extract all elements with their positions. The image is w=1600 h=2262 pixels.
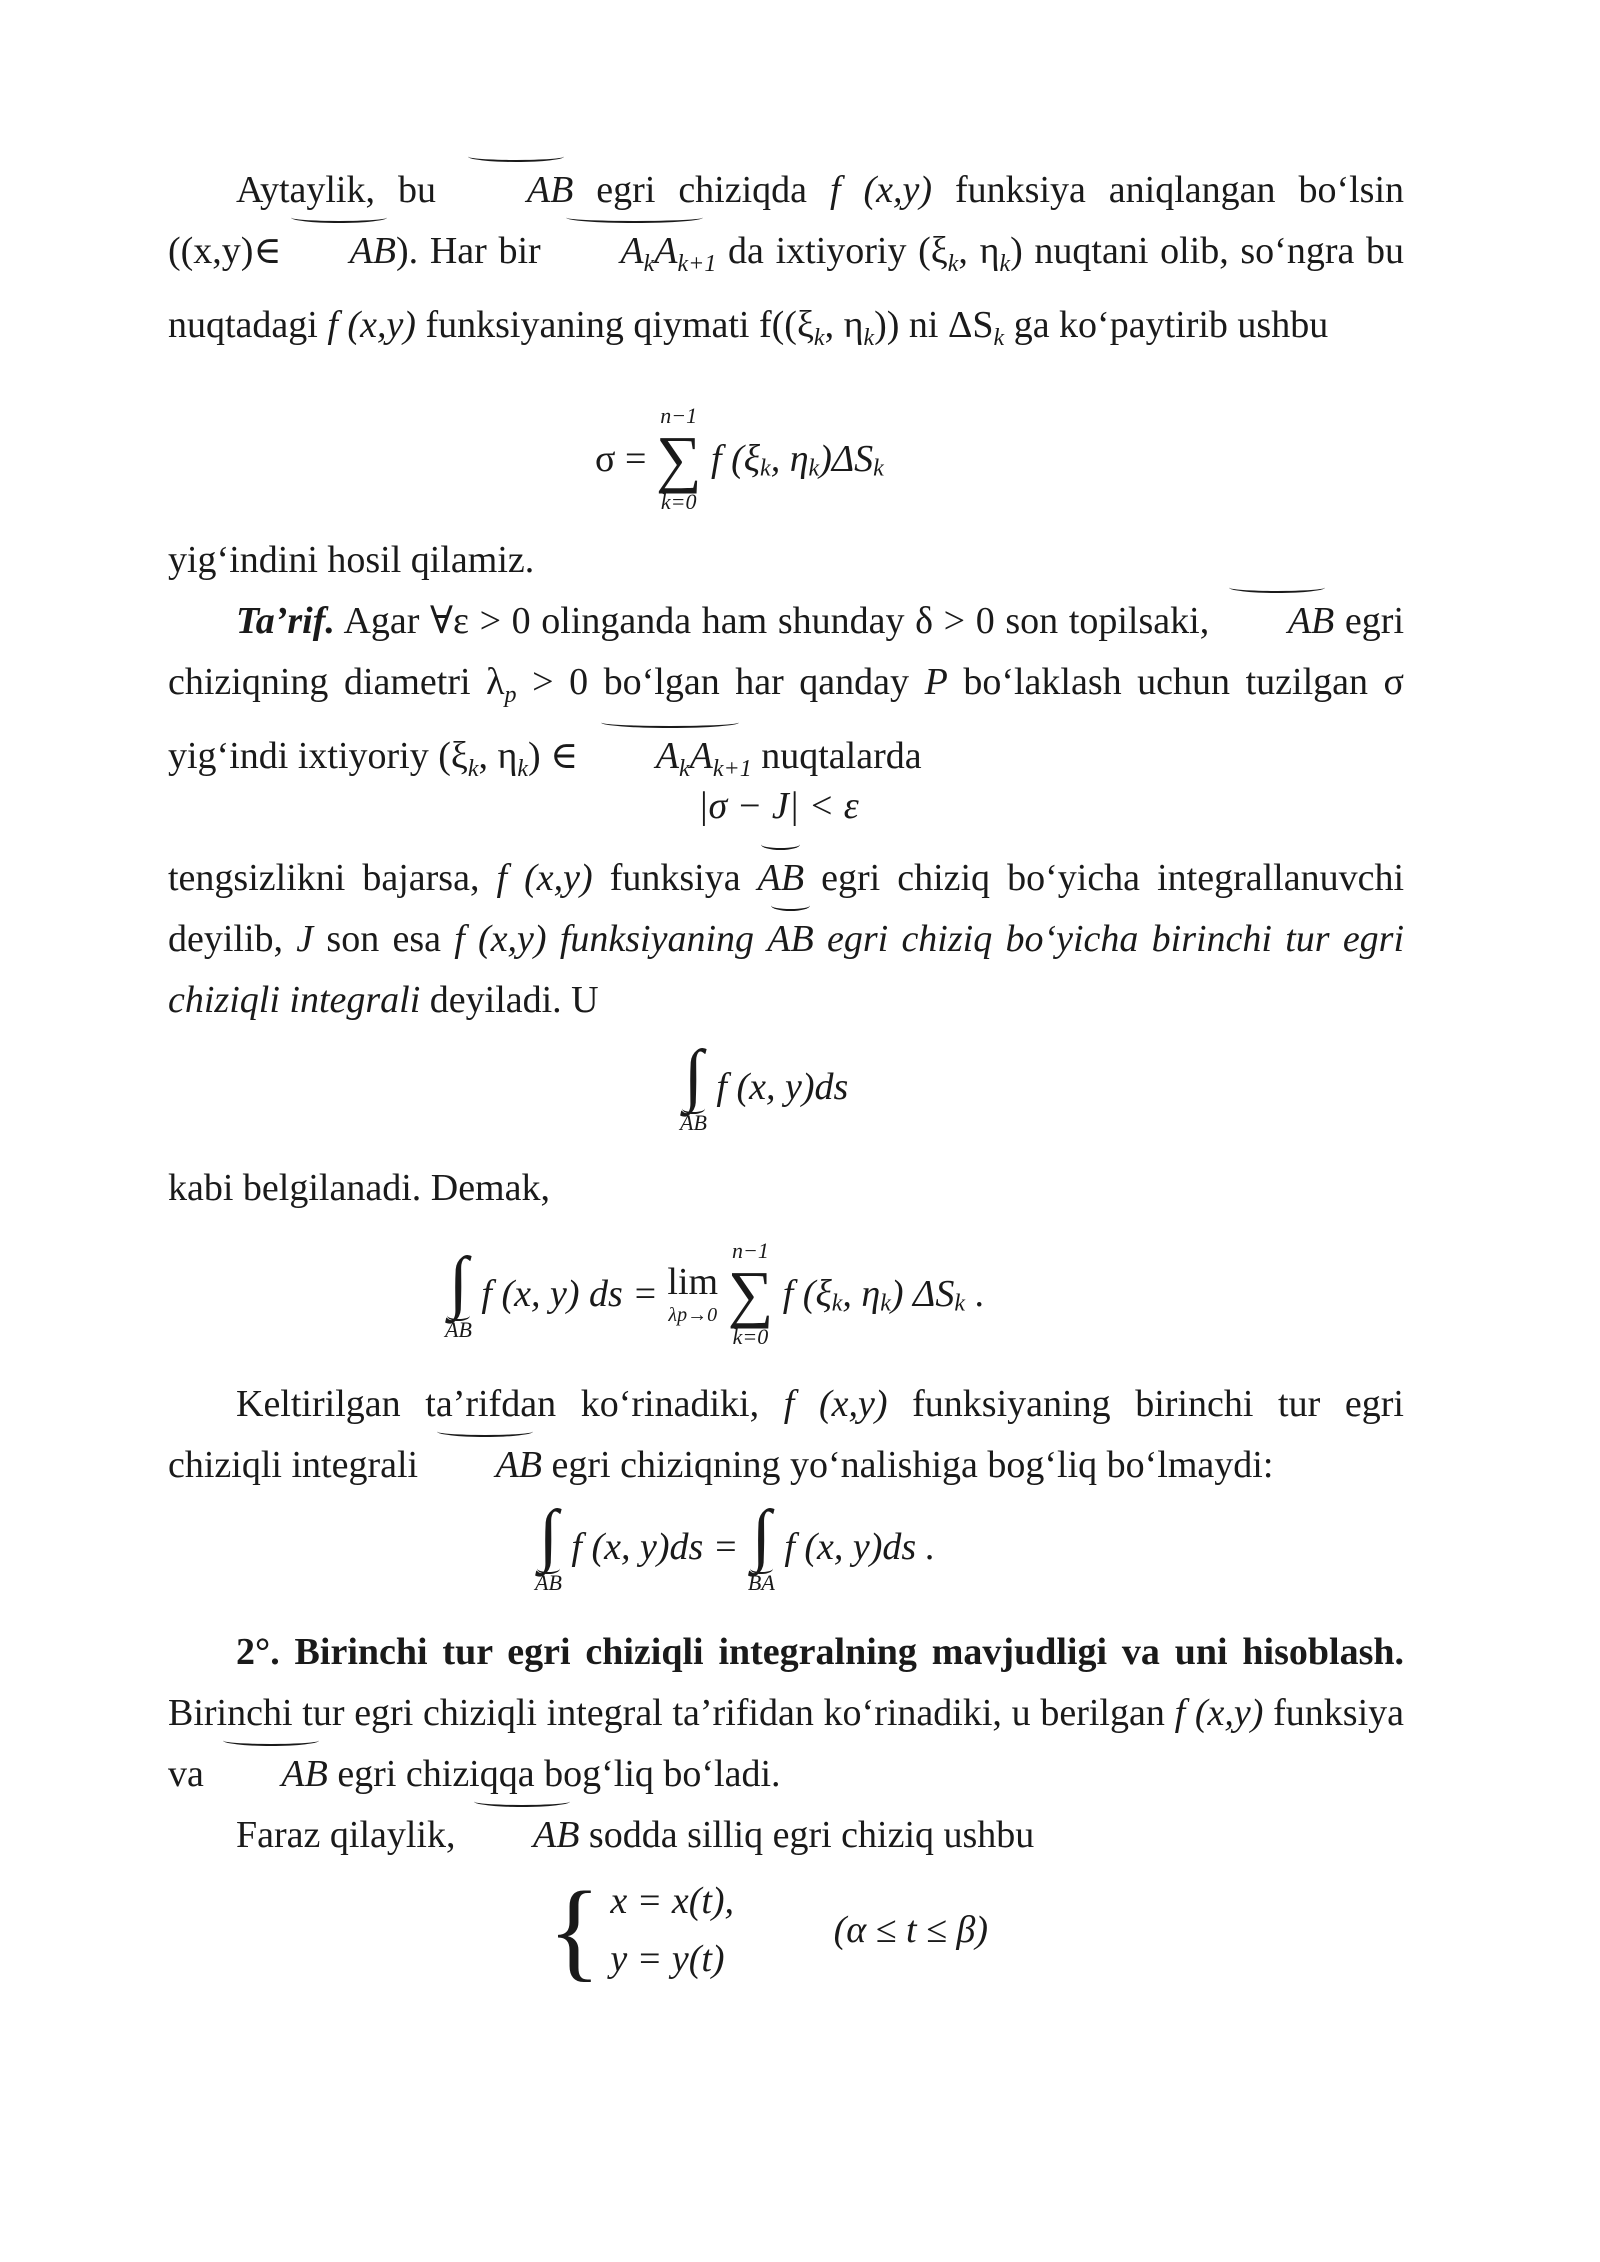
section-heading: 2°. Birinchi tur egri chiziqli integralning mavjudligi va uni hisoblash. xyxy=(236,1631,1404,1673)
integral-symbol: ∫ AB xyxy=(680,1037,707,1135)
paragraph-direction: Keltirilgan ta’rifdan ko‘rinadiki, f (x,y) funksiyaning birinchi tur egri chiziqli integrali AB egri chiziqning yo‘nalishiga bog‘liq bo‘lmaydi: xyxy=(168,1374,1404,1496)
line-demak: kabi belgilanadi. Demak, xyxy=(168,1167,550,1209)
arc-ab: AB xyxy=(459,160,573,221)
section-2: 2°. Birinchi tur egri chiziqli integralning mavjudligi va uni hisoblash. Birinchi tur egri chiziqli integral ta’rifidan ko‘rinadiki, u berilgan f (x,y) funksiya va AB egri chiziqqa bog‘liq bo‘ladi. Faraz qilaylik, AB sodda silliq egri chiziq ushbu xyxy=(168,1622,1404,1866)
equation-sigma: σ = n−1 ∑ k=0 f ($\xi_k$, $\eta_k)\Delta S_k$ xyxy=(595,403,884,514)
equation-direction: ∫ AB f (x, y)ds = ∫ BA f (x, y)ds . xyxy=(535,1497,936,1595)
definition-block xyxy=(168,530,1404,800)
limit-operator: lim λp→0 xyxy=(667,1261,719,1326)
arc-ak-ak1: $A_kA_{k+1}$ xyxy=(552,221,716,295)
sum-symbol: n−1 ∑ k=0 xyxy=(655,403,702,514)
paragraph-intro: Aytaylik, bu AB egri chiziqda f (x,y) funksiya aniqlangan bo‘lsin ((x,y)∈ AB). Har bir $A_kA_{k+1}$ da ixtiyoriy ($\xi_k$, $\eta_k$) nuqtani olib, so‘ngra bu nuqtadagi f (x,y) funksiyaning qiymati $f((\xi_k$, $\eta_k$)) ni $\Delta S_k$ ga ko‘paytirib ushbu xyxy=(168,160,1404,369)
equation-integral: ∫ AB f (x, y)ds xyxy=(680,1037,849,1135)
function-f: f (x,y) xyxy=(830,169,933,211)
brace-symbol: { xyxy=(548,1869,601,1991)
equation-abs: |σ − J| < ε xyxy=(698,785,859,827)
definition-paragraph: Ta’rif. Agar ∀ε > 0 olinganda ham shunday δ > 0 son topilsaki, AB egri chiziqning diametri $\lambda_p > 0$ bo‘lgan har qanday P bo‘laklash uchun tuzilgan σ yig‘indi ixtiyoriy ($\xi_k$, $\eta_k$) ∈ $A_kA_{k+1}$ nuqtalarda xyxy=(168,591,1404,800)
definition-label: Ta’rif. xyxy=(236,600,335,642)
equation-system: { x = x(t), y = y(t) (α ≤ t ≤ β) xyxy=(548,1869,989,1991)
paragraph-integral-def: tengsizlikni bajarsa, f (x,y) funksiya AB egri chiziq bo‘yicha integrallanuvchi deyilib, J son esa f (x,y) funksiyaning AB egri chiziq bo‘yicha birinchi tur egri chiziqli integrali deyiladi. U xyxy=(168,848,1404,1031)
equation-limit: ∫ AB f (x, y) ds = lim λp→0 n−1 ∑ k=0 f ($\xi_k$, $\eta_k$) $\Delta S_k$ . xyxy=(445,1238,985,1349)
paragraph-assume: Faraz qilaylik, AB sodda silliq egri chiziq ushbu xyxy=(168,1805,1404,1866)
line-sigma-sum: yig‘indini hosil qilamiz. xyxy=(168,539,535,581)
arc-ab: AB xyxy=(282,221,396,282)
